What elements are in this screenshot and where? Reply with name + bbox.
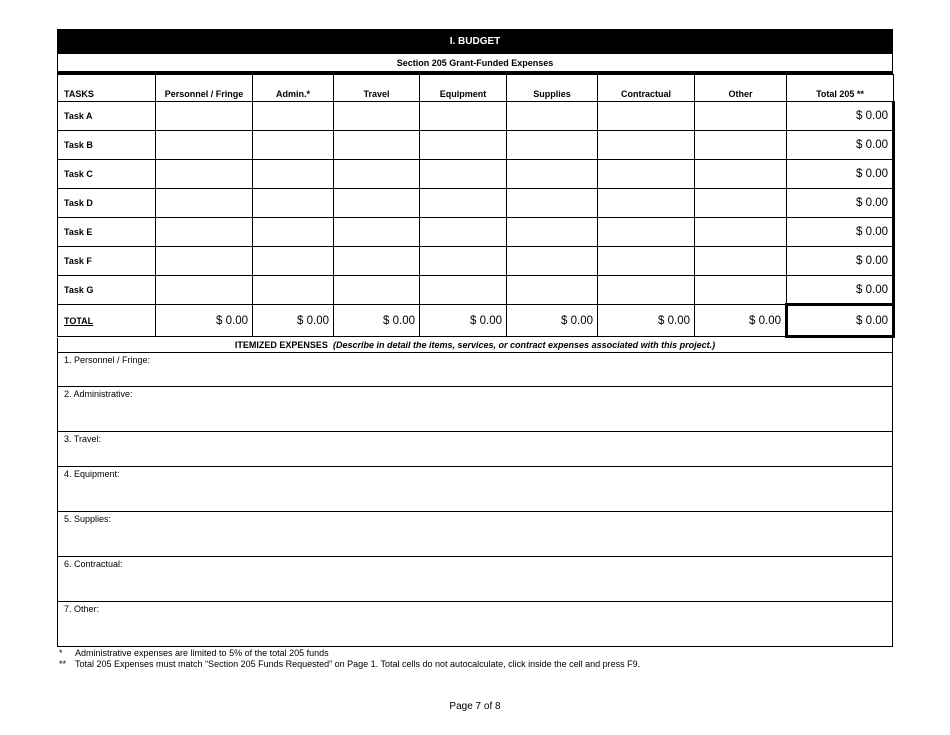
- other-cell[interactable]: [695, 160, 787, 189]
- travel-cell[interactable]: [334, 102, 420, 131]
- itemized-equipment-field[interactable]: [57, 467, 893, 512]
- admin-cell[interactable]: [253, 131, 334, 160]
- section-subtitle: Section 205 Grant-Funded Expenses: [57, 54, 893, 74]
- travel-cell[interactable]: [334, 276, 420, 305]
- equipment-cell[interactable]: [420, 247, 507, 276]
- grand-total[interactable]: $ 0.00: [787, 305, 894, 337]
- header-travel: Travel: [334, 75, 420, 102]
- other-cell[interactable]: [695, 131, 787, 160]
- section-title: I. BUDGET: [57, 29, 893, 54]
- admin-cell[interactable]: [253, 276, 334, 305]
- task-label: Task E: [58, 218, 156, 247]
- footnote-mark: **: [59, 659, 67, 669]
- other-cell[interactable]: [695, 276, 787, 305]
- supplies-cell[interactable]: [507, 247, 598, 276]
- table-row: [58, 189, 894, 218]
- header-equipment: Equipment: [420, 75, 507, 102]
- footnote: [59, 659, 640, 670]
- supplies-cell[interactable]: [507, 218, 598, 247]
- footnote-mark: *: [59, 648, 63, 658]
- other-cell[interactable]: [695, 102, 787, 131]
- table-row: [58, 276, 894, 305]
- footnote-text: Total 205 Expenses must match “Section 205 Funds Requested” on Page 1. Total cells do not autocalculate, click inside the cell and press F9.: [75, 659, 641, 669]
- row-total-cell[interactable]: $ 0.00: [787, 102, 894, 131]
- admin-cell[interactable]: [253, 102, 334, 131]
- equipment-cell[interactable]: [420, 189, 507, 218]
- header-supplies: Supplies: [507, 75, 598, 102]
- total-travel[interactable]: $ 0.00: [334, 305, 420, 337]
- itemized-label: 1. Personnel / Fringe:: [64, 355, 151, 365]
- task-label: Task F: [58, 247, 156, 276]
- table-row: [58, 247, 894, 276]
- budget-form: [57, 29, 893, 647]
- total-supplies[interactable]: $ 0.00: [507, 305, 598, 337]
- table-header-row: [58, 75, 894, 102]
- itemized-instruction: (Describe in detail the items, services, or contract expenses associated with this project.): [332, 340, 716, 350]
- total-label-cell: [58, 305, 156, 337]
- equipment-cell[interactable]: [420, 102, 507, 131]
- task-label: Task G: [58, 276, 156, 305]
- contractual-cell[interactable]: [598, 160, 695, 189]
- table-row: [58, 131, 894, 160]
- row-total-cell[interactable]: $ 0.00: [787, 247, 894, 276]
- total-equipment[interactable]: $ 0.00: [420, 305, 507, 337]
- footnote: [59, 648, 640, 659]
- row-total-cell[interactable]: $ 0.00: [787, 276, 894, 305]
- page-number: Page 7 of 8: [449, 701, 501, 712]
- equipment-cell[interactable]: [420, 160, 507, 189]
- other-cell[interactable]: [695, 189, 787, 218]
- supplies-cell[interactable]: [507, 276, 598, 305]
- equipment-cell[interactable]: [420, 131, 507, 160]
- supplies-cell[interactable]: [507, 131, 598, 160]
- admin-cell[interactable]: [253, 247, 334, 276]
- travel-cell[interactable]: [334, 160, 420, 189]
- itemized-personnel-field[interactable]: [57, 352, 893, 387]
- personnel-cell[interactable]: [156, 276, 253, 305]
- row-total-cell[interactable]: $ 0.00: [787, 189, 894, 218]
- row-total-cell[interactable]: $ 0.00: [787, 131, 894, 160]
- travel-cell[interactable]: [334, 218, 420, 247]
- contractual-cell[interactable]: [598, 276, 695, 305]
- personnel-cell[interactable]: [156, 218, 253, 247]
- task-label: Task B: [58, 131, 156, 160]
- personnel-cell[interactable]: [156, 247, 253, 276]
- travel-cell[interactable]: [334, 189, 420, 218]
- header-total-205: Total 205 **: [787, 75, 894, 102]
- admin-cell[interactable]: [253, 160, 334, 189]
- total-other[interactable]: $ 0.00: [695, 305, 787, 337]
- task-label: Task A: [58, 102, 156, 131]
- personnel-cell[interactable]: [156, 102, 253, 131]
- itemized-heading: [57, 338, 893, 352]
- personnel-cell[interactable]: [156, 131, 253, 160]
- itemized-contractual-field[interactable]: [57, 557, 893, 602]
- table-row: [58, 218, 894, 247]
- itemized-label: 5. Supplies:: [64, 514, 112, 524]
- footnote-text: Administrative expenses are limited to 5% of the total 205 funds: [75, 648, 329, 658]
- table-row: [58, 160, 894, 189]
- total-admin[interactable]: $ 0.00: [253, 305, 334, 337]
- other-cell[interactable]: [695, 218, 787, 247]
- total-row: [58, 305, 894, 337]
- other-cell[interactable]: [695, 247, 787, 276]
- equipment-cell[interactable]: [420, 276, 507, 305]
- admin-cell[interactable]: [253, 218, 334, 247]
- footnotes: [59, 648, 640, 670]
- header-tasks: TASKS: [58, 75, 156, 102]
- itemized-label: 2. Administrative:: [64, 389, 133, 399]
- travel-cell[interactable]: [334, 247, 420, 276]
- task-label: Task C: [58, 160, 156, 189]
- itemized-label: 3. Travel:: [64, 434, 102, 444]
- header-contractual: Contractual: [598, 75, 695, 102]
- total-contractual[interactable]: $ 0.00: [598, 305, 695, 337]
- contractual-cell[interactable]: [598, 189, 695, 218]
- contractual-cell[interactable]: [598, 247, 695, 276]
- itemized-other-field[interactable]: [57, 602, 893, 647]
- contractual-cell[interactable]: [598, 102, 695, 131]
- header-admin: Admin.*: [253, 75, 334, 102]
- itemized-label: 4. Equipment:: [64, 469, 120, 479]
- row-total-cell[interactable]: $ 0.00: [787, 160, 894, 189]
- itemized-title: ITEMIZED EXPENSES: [234, 340, 328, 350]
- header-other: Other: [695, 75, 787, 102]
- row-total-cell[interactable]: $ 0.00: [787, 218, 894, 247]
- equipment-cell[interactable]: [420, 218, 507, 247]
- itemized-label: 7. Other:: [64, 604, 100, 614]
- budget-table: [57, 74, 895, 338]
- total-label: TOTAL: [64, 315, 94, 326]
- table-row: [58, 102, 894, 131]
- itemized-administrative-field[interactable]: [57, 387, 893, 432]
- supplies-cell[interactable]: [507, 160, 598, 189]
- total-personnel[interactable]: $ 0.00: [156, 305, 253, 337]
- itemized-supplies-field[interactable]: [57, 512, 893, 557]
- itemized-travel-field[interactable]: [57, 432, 893, 467]
- travel-cell[interactable]: [334, 131, 420, 160]
- personnel-cell[interactable]: [156, 189, 253, 218]
- supplies-cell[interactable]: [507, 102, 598, 131]
- contractual-cell[interactable]: [598, 218, 695, 247]
- personnel-cell[interactable]: [156, 160, 253, 189]
- admin-cell[interactable]: [253, 189, 334, 218]
- contractual-cell[interactable]: [598, 131, 695, 160]
- supplies-cell[interactable]: [507, 189, 598, 218]
- task-label: Task D: [58, 189, 156, 218]
- header-personnel: Personnel / Fringe: [156, 75, 253, 102]
- itemized-label: 6. Contractual:: [64, 559, 123, 569]
